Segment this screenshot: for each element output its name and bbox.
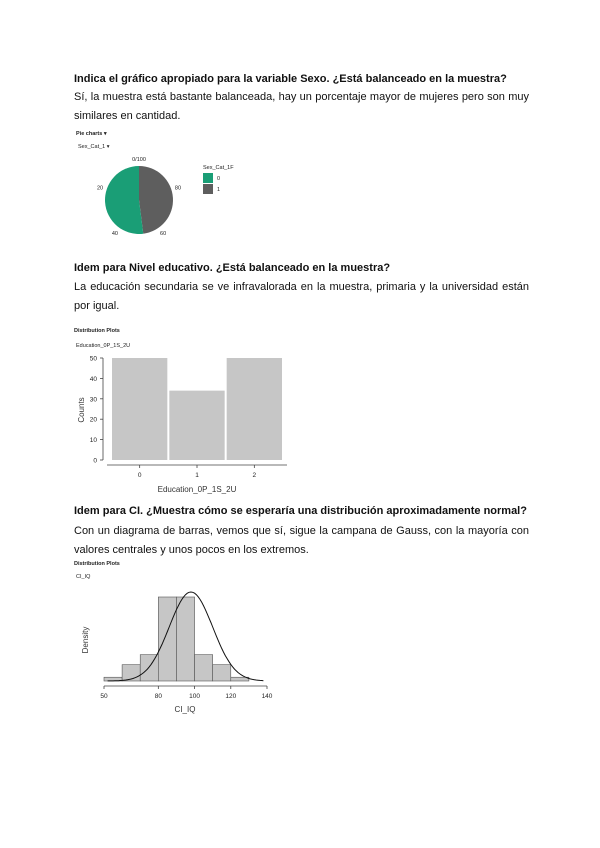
answer-sexo: Sí, la muestra está bastante balanceada, hay un porcentaje mayor de mujeres pero son muy similares en cantidad. [74, 91, 529, 122]
pie-scale-label: 40 [111, 231, 118, 238]
bar-panel-title: Distribution Plots [74, 328, 120, 334]
hist-x-tick-label: 140 [261, 693, 273, 700]
pie-scale-label: 0/100 [132, 157, 146, 163]
hist-x-tick-label: 120 [225, 693, 237, 700]
bar-y-tick-label: 40 [89, 375, 97, 383]
hist-bin [195, 655, 213, 681]
question-educacion: Idem para Nivel educativo. ¿Está balanceado en la muestra? [74, 262, 391, 274]
bar-y-tick-label: 10 [89, 437, 97, 445]
question-sexo: Indica el gráfico apropiado para la variable Sexo. ¿Está balanceado en la muestra? [74, 73, 507, 85]
pie-legend-title: Sex_Cat_1F [203, 165, 234, 171]
hist-bin [176, 597, 194, 681]
bar-y-tick-label: 30 [89, 396, 97, 404]
pie-scale-label: 60 [160, 231, 167, 238]
hist-y-axis-label: Density [81, 626, 90, 654]
pie-scale-label: 20 [96, 185, 104, 192]
hist-subtitle: CI_IQ [76, 574, 91, 580]
bar-y-tick-label: 0 [93, 457, 97, 465]
legend-label-0: 0 [217, 176, 221, 182]
question-ci: Idem para CI. ¿Muestra cómo se esperaría una distribución aproximadamente normal? [74, 505, 527, 517]
bar-x-tick-label: 0 [137, 472, 142, 479]
answer-ci: Con un diagrama de barras, vemos que sí, sigue la campana de Gauss, con la mayoría con valores centrales y unos pocos en los extremos. [74, 525, 529, 556]
hist-panel-title: Distribution Plots [74, 561, 120, 567]
pie-subtitle: Sex_Cat_1 ▾ [78, 144, 110, 150]
hist-x-axis-label: CI_IQ [174, 705, 196, 714]
bar-y-tick-label: 50 [89, 355, 97, 363]
hist-bin [213, 665, 231, 681]
hist-x-tick-label: 80 [154, 693, 162, 700]
bar-y-axis-label: Counts [77, 397, 86, 423]
legend-label-1: 1 [217, 187, 221, 193]
bar-x-tick-label: 2 [252, 472, 257, 479]
hist-bin [140, 655, 158, 681]
bar-x-axis-label: Education_0P_1S_2U [157, 485, 237, 494]
hist-bin [158, 597, 176, 681]
bar-y-tick-label: 20 [89, 416, 97, 424]
pie-panel-title: Pie charts ▾ [76, 131, 107, 137]
pie-scale-label: 80 [174, 185, 182, 192]
bar-subtitle: Education_0P_1S_2U [76, 343, 131, 349]
answer-educacion: La educación secundaria se ve infravalorada en la muestra, primaria y la universidad están por igual. [74, 281, 529, 312]
hist-x-tick-label: 50 [100, 693, 108, 700]
hist-x-tick-label: 100 [189, 693, 200, 700]
bar-x-tick-label: 1 [195, 472, 199, 479]
